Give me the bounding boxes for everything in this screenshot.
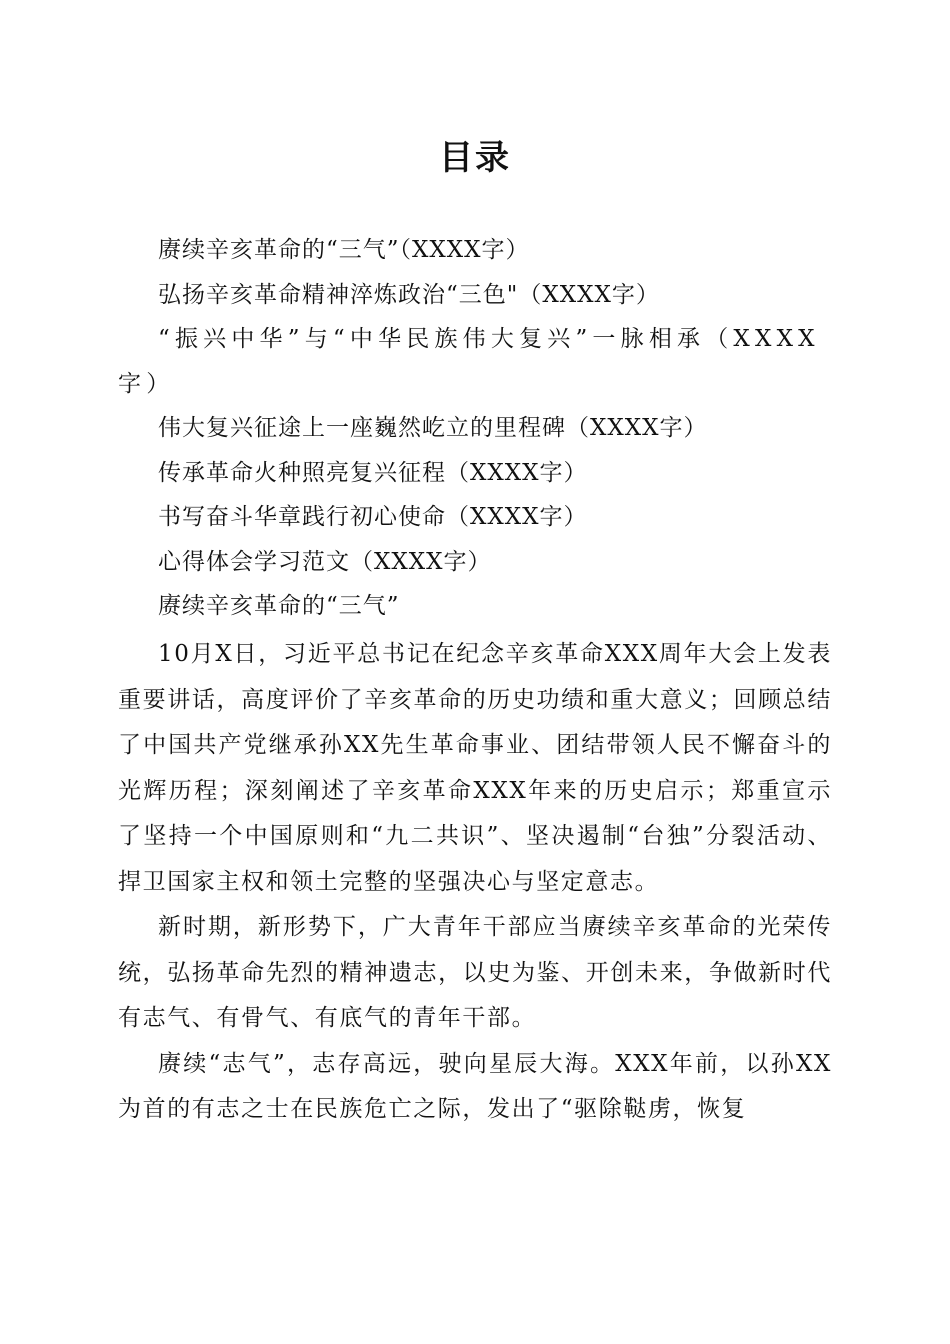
toc-item: 书写奋斗华章践行初心使命（XXXX字） <box>158 504 588 530</box>
body-paragraph: 赓续“志气”，志存高远，驶向星辰大海。XXX年前，以孙XX为首的有志之士在民族危亡之际，发出了“驱除鞑虏，恢复 <box>118 1050 832 1122</box>
toc-item: 赓续辛亥革命的“三气”（XXXX字） <box>158 237 530 263</box>
body-paragraph: 新时期，新形势下，广大青年干部应当赓续辛亥革命的光荣传统，弘扬革命先烈的精神遗志，以史为鉴、开创未来，争做新时代有志气、有骨气、有底气的青年干部。 <box>118 914 832 1031</box>
toc-item: 心得体会学习范文（XXXX字） <box>158 548 492 575</box>
toc-item: “振兴中华”与“中华民族伟大复兴”一脉相承（XXXX字） <box>118 326 820 397</box>
body-paragraph: 10月X日，习近平总书记在纪念辛亥革命XXX周年大会上发表重要讲话，高度评价了辛亥革命的历史功绩和重大意义；回顾总结了中国共产党继承孙XX先生革命事业、团结带领人民不懈奋斗的光辉历程；深刻阐述了辛亥革命XXX年来的历史启示；郑重宣示了坚持一个中国原则和“九二共识”、坚决遏制“台独”分裂活动、捍卫国家主权和领土完整的坚强决心与坚定意志。 <box>118 641 832 895</box>
toc-item: 伟大复兴征途上一座巍然屹立的里程碑（XXXX字） <box>158 415 708 441</box>
document-title: 目录 <box>439 138 511 178</box>
toc-item: 传承革命火种照亮复兴征程（XXXX字） <box>158 459 588 486</box>
toc-item: 弘扬辛亥革命精神淬炼政治“三色"（XXXX字） <box>158 281 660 308</box>
article-body <box>118 632 832 1133</box>
section-heading: 赓续辛亥革命的“三气” <box>158 593 400 619</box>
table-of-contents <box>118 228 832 629</box>
